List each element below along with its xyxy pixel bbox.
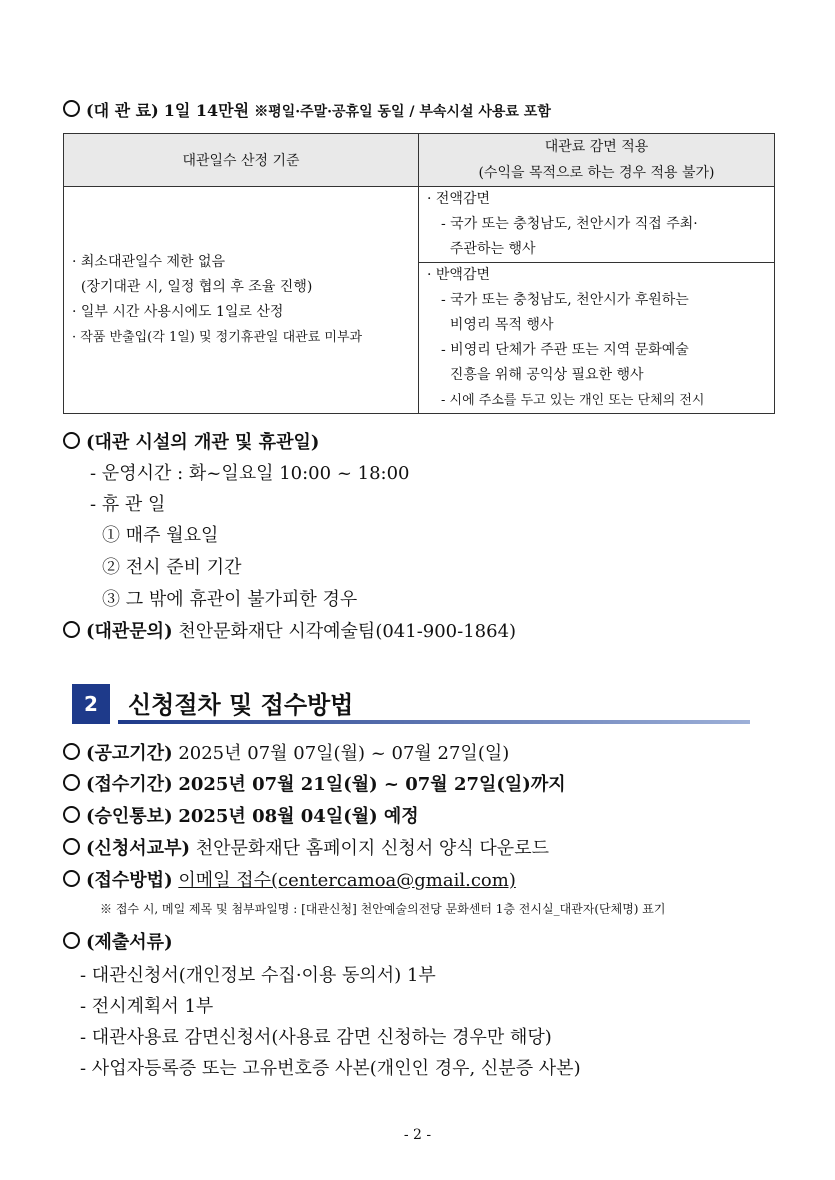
email-link[interactable]: 이메일 접수(centercamoa@gmail.com) [178,870,516,891]
circle-bullet-icon [63,806,80,823]
fee-line [63,98,551,121]
criteria-line: · 최소대관일수 제한 없음 [72,254,226,270]
half-reduction-title: · 반액감면 [427,267,490,283]
reception-period-line [63,770,566,796]
full-reduction-title: · 전액감면 [427,191,490,207]
table-header-right-line2: (수익을 목적으로 하는 경우 적용 불가) [478,165,715,181]
notice-period-label: (공고기간) [86,743,173,764]
notice-period-line [63,739,509,765]
operating-hours: - 운영시간 : 화~일요일 10:00 ~ 18:00 [90,463,410,484]
approval-value: 2025년 08월 04일(월) 예정 [178,806,419,827]
table-half-reduction-cell [419,263,775,414]
half-reduction-line: 진흥을 위해 공익상 필요한 행사 [441,367,644,383]
hours-heading [63,428,319,454]
method-note: ※ 접수 시, 메일 제목 및 첨부파일명 : [대관신청] 천안예술의전당 문화센터 1층 전시실_대관자(단체명) 표기 [100,902,666,916]
notice-period-value: 2025년 07월 07일(월) ~ 07월 27일(일) [178,743,510,764]
closed-day-item: ① 매주 월요일 [102,525,219,546]
half-reduction-line: - 비영리 단체가 주관 또는 지역 문화예술 [441,342,689,358]
approval-label: (승인통보) [86,806,173,827]
half-reduction-line: - 국가 또는 충청남도, 천안시가 후원하는 [441,292,689,308]
section-underline [118,720,750,724]
page-number: - 2 - [403,1127,432,1143]
half-reduction-line: 비영리 목적 행사 [441,317,554,333]
closed-day-item: ③ 그 밖에 휴관이 불가피한 경우 [102,589,358,610]
fee-label: (대 관 료) [86,101,159,120]
reception-period-value: 2025년 07월 21일(월) ~ 07월 27일(일)까지 [178,774,566,795]
table-header-right-line1: 대관료 감면 적용 [544,139,649,155]
hours-label: (대관 시설의 개관 및 휴관일) [86,432,320,453]
circle-bullet-icon [63,870,80,887]
inquiry-value: 천안문화재단 시각예술팀(041-900-1864) [178,621,517,642]
table-header-left-text: 대관일수 산정 기준 [182,153,300,169]
circle-bullet-icon [63,838,80,855]
document-item: - 대관사용료 감면신청서(사용료 감면 신청하는 경우만 해당) [80,1027,552,1048]
document-item: - 대관신청서(개인정보 수집·이용 동의서) 1부 [80,965,436,986]
fee-value: 1일 14만원 [163,101,250,120]
table-criteria-cell [64,187,419,414]
document-item: - 사업자등록증 또는 고유번호증 사본(개인인 경우, 신분증 사본) [80,1058,581,1079]
inquiry-line [63,617,516,643]
circle-bullet-icon [63,100,80,117]
half-reduction-line: - 시에 주소를 두고 있는 개인 또는 단체의 전시 [441,393,705,408]
circle-bullet-icon [63,621,80,638]
closed-days-label: - 휴 관 일 [90,494,166,515]
criteria-line: · 작품 반출입(각 1일) 및 정기휴관일 대관료 미부과 [72,330,363,345]
form-label: (신청서교부) [86,838,190,859]
circle-bullet-icon [63,932,80,949]
criteria-line: (장기대관 시, 일정 협의 후 조율 진행) [72,279,313,295]
document-item: - 전시계획서 1부 [80,996,214,1017]
fee-note: ※평일·주말·공휴일 동일 / 부속시설 사용료 포함 [254,104,551,120]
documents-label: (제출서류) [86,932,173,953]
documents-heading [63,928,173,954]
circle-bullet-icon [63,432,80,449]
method-label: (접수방법) [86,870,173,891]
form-line [63,834,549,860]
table-header-left [64,134,419,187]
fee-table [63,133,775,414]
closed-day-item: ② 전시 준비 기간 [102,557,242,578]
method-line [63,866,516,892]
circle-bullet-icon [63,774,80,791]
criteria-line: · 일부 시간 사용시에도 1일로 산정 [72,304,284,320]
section-number: 2 [72,684,110,724]
inquiry-label: (대관문의) [86,621,173,642]
table-header-right [419,134,775,187]
full-reduction-line: - 국가 또는 충청남도, 천안시가 직접 주최· [441,216,698,232]
form-value: 천안문화재단 홈페이지 신청서 양식 다운로드 [195,838,549,859]
approval-line [63,802,419,828]
circle-bullet-icon [63,743,80,760]
reception-period-label: (접수기간) [86,774,173,795]
table-full-reduction-cell [419,187,775,263]
full-reduction-line: 주관하는 행사 [441,241,536,257]
section-title: 신청절차 및 접수방법 [128,691,354,719]
